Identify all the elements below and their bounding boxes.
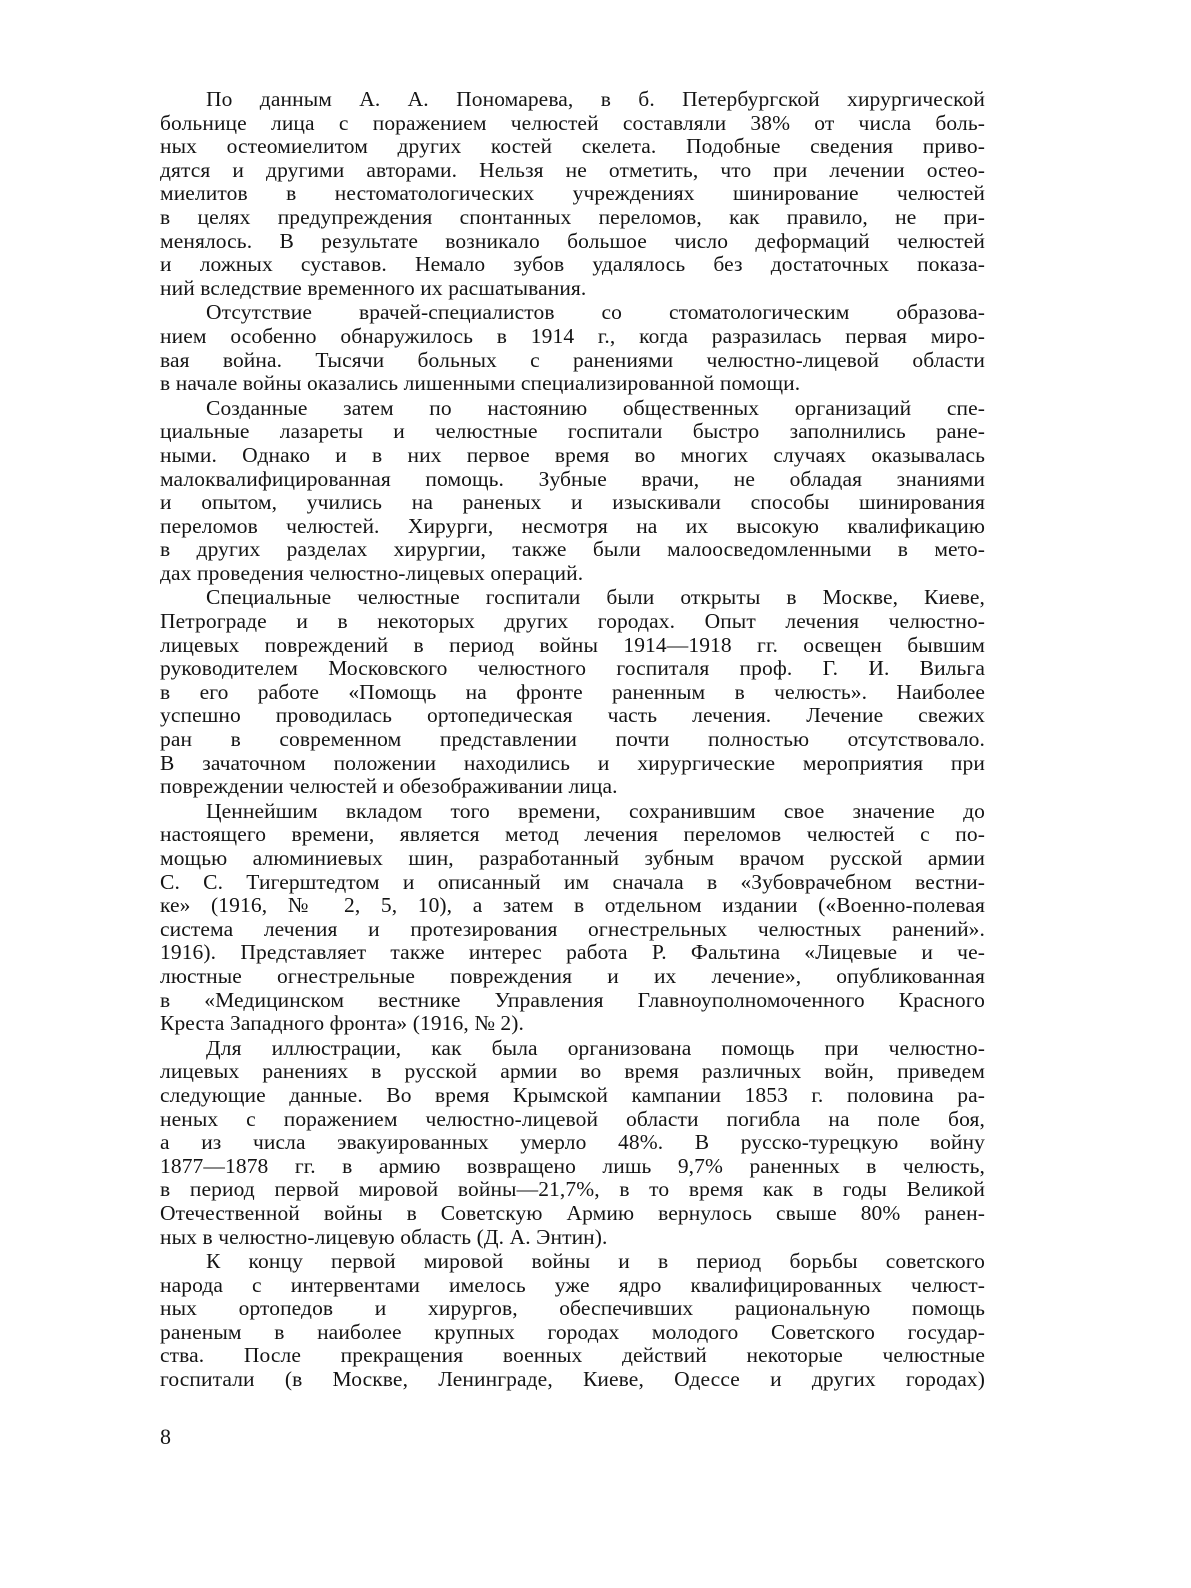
paragraph <box>160 301 985 395</box>
text-line: успешно проводилась ортопедическая часть лечения. Лечение свежих <box>160 703 985 728</box>
text-line: переломов челюстей. Хирурги, несмотря на их высокую квалификацию <box>160 513 985 538</box>
text-line: ства. После прекращения военных действий некоторые челюстные <box>160 1343 985 1368</box>
text-line: лицевых ранениях в русской армии во время различных войн, приведем <box>160 1059 985 1084</box>
text-line: менялось. В результате возникало большое число деформаций челюстей <box>160 228 985 253</box>
text-line: ран в современном представлении почти полностью отсутствовало. <box>160 727 985 752</box>
text-line: и ложных суставов. Немало зубов удалялось без достаточных показа- <box>160 252 985 277</box>
text-line: Петрограде и в некоторых других городах. Опыт лечения челюстно- <box>160 609 985 634</box>
paragraph <box>160 800 985 1036</box>
text-line: Ценнейшим вкладом того времени, сохранившим свое значение до <box>206 798 985 823</box>
text-line: в целях предупреждения спонтанных переломов, как правило, не при- <box>160 204 985 229</box>
text-line: настоящего времени, является метод лечения переломов челюстей с по- <box>160 822 985 847</box>
text-line: следующие данные. Во время Крымской кампании 1853 г. половина ра- <box>160 1082 985 1107</box>
text-line: система лечения и протезирования огнестрельных челюстных ранений». <box>160 916 985 941</box>
text-line: ных в челюстно-лицевую область (Д. А. Энтин). <box>160 1224 608 1249</box>
text-line: госпитали (в Москве, Ленинграде, Киеве, Одессе и других городах) <box>160 1367 985 1392</box>
text-line: нием особенно обнаружилось в 1914 г., когда разразилась первая миро- <box>160 323 985 348</box>
text-line: малоквалифицированная помощь. Зубные врачи, не обладая знаниями <box>160 466 985 491</box>
text-line: и опытом, учились на раненых и изыскивали способы шинирования <box>160 490 985 515</box>
text-line: повреждении челюстей и обезображивании лица. <box>160 774 618 799</box>
body-text <box>160 88 985 1393</box>
text-line: в других разделах хирургии, также были малоосведомленными в мето- <box>160 537 985 562</box>
text-line: Отсутствие врачей-специалистов со стоматологическим образова- <box>206 300 985 325</box>
text-line: неных с поражением челюстно-лицевой области погибла на поле боя, <box>160 1106 985 1131</box>
text-line: По данным А. А. Пономарева, в б. Петербургской хирургической <box>206 87 985 111</box>
text-line: народа с интервентами имелось уже ядро квалифицированных челюст- <box>160 1272 985 1297</box>
text-line: В зачаточном положении находились и хирургические мероприятия при <box>160 750 985 775</box>
text-line: ке» (1916, № 2, 5, 10), а затем в отдельном издании («Военно-полевая <box>160 893 985 918</box>
text-line: Отечественной войны в Советскую Армию вернулось свыше 80% ранен- <box>160 1200 985 1225</box>
text-line: в «Медицинском вестнике Управления Главноуполномоченного Красного <box>160 987 985 1012</box>
text-line: вая война. Тысячи больных с ранениями челюстно-лицевой области <box>160 347 985 372</box>
text-line: циальные лазареты и челюстные госпитали быстро заполнились ране- <box>160 419 985 444</box>
text-line: а из числа эвакуированных умерло 48%. В русско-турецкую войну <box>160 1130 985 1155</box>
text-line: в период первой мировой войны—21,7%, в то время как в годы Великой <box>160 1177 985 1202</box>
paragraph <box>160 586 985 798</box>
text-line: Созданные затем по настоянию общественных организаций спе- <box>206 395 985 420</box>
text-line: дах проведения челюстно-лицевых операций. <box>160 560 584 585</box>
text-line: лицевых повреждений в период войны 1914—1918 гг. освещен бывшим <box>160 632 985 657</box>
text-line: ных ортопедов и хирургов, обеспечивших рациональную помощь <box>160 1296 985 1321</box>
text-line: Креста Западного фронта» (1916, № 2). <box>160 1011 525 1036</box>
text-line: Специальные челюстные госпитали были открыты в Москве, Киеве, <box>206 585 985 610</box>
text-line: дятся и другими авторами. Нельзя не отметить, что при лечении остео- <box>160 157 985 182</box>
text-line: ными. Однако и в них первое время во многих случаях оказывалась <box>160 442 985 467</box>
paragraph <box>160 1250 985 1392</box>
page-number: 8 <box>160 1424 171 1449</box>
text-line: больнице лица с поражением челюстей составляли 38% от числа боль- <box>160 110 985 135</box>
paragraph <box>160 88 985 300</box>
text-line: раненым в наиболее крупных городах молодого Советского государ- <box>160 1319 985 1344</box>
text-line: люстные огнестрельные повреждения и их лечение», опубликованная <box>160 963 985 988</box>
text-line: 1916). Представляет также интерес работа Р. Фальтина «Лицевые и че- <box>160 940 985 965</box>
paragraph <box>160 397 985 586</box>
text-line: миелитов в нестоматологических учреждениях шинирование челюстей <box>160 181 985 206</box>
paragraph <box>160 1037 985 1249</box>
text-line: ний вследствие временного их расшатывания. <box>160 275 587 300</box>
text-line: К концу первой мировой войны и в период борьбы советского <box>206 1249 985 1274</box>
text-line: в его работе «Помощь на фронте раненным в челюсть». Наиболее <box>160 679 985 704</box>
text-line: 1877—1878 гг. в армию возвращено лишь 9,7% раненных в челюсть, <box>160 1153 985 1178</box>
text-line: С. С. Тигерштедтом и описанный им сначала в «Зубоврачебном вестни- <box>160 869 985 894</box>
text-line: в начале войны оказались лишенными специализированной помощи. <box>160 371 801 396</box>
text-line: Для иллюстрации, как была организована помощь при челюстно- <box>206 1035 985 1060</box>
text-line: ных остеомиелитом других костей скелета. Подобные сведения приво- <box>160 134 985 159</box>
text-line: мощью алюминиевых шин, разработанный зубным врачом русской армии <box>160 846 985 870</box>
text-line: руководителем Московского челюстного госпиталя проф. Г. И. Вильга <box>160 656 985 681</box>
